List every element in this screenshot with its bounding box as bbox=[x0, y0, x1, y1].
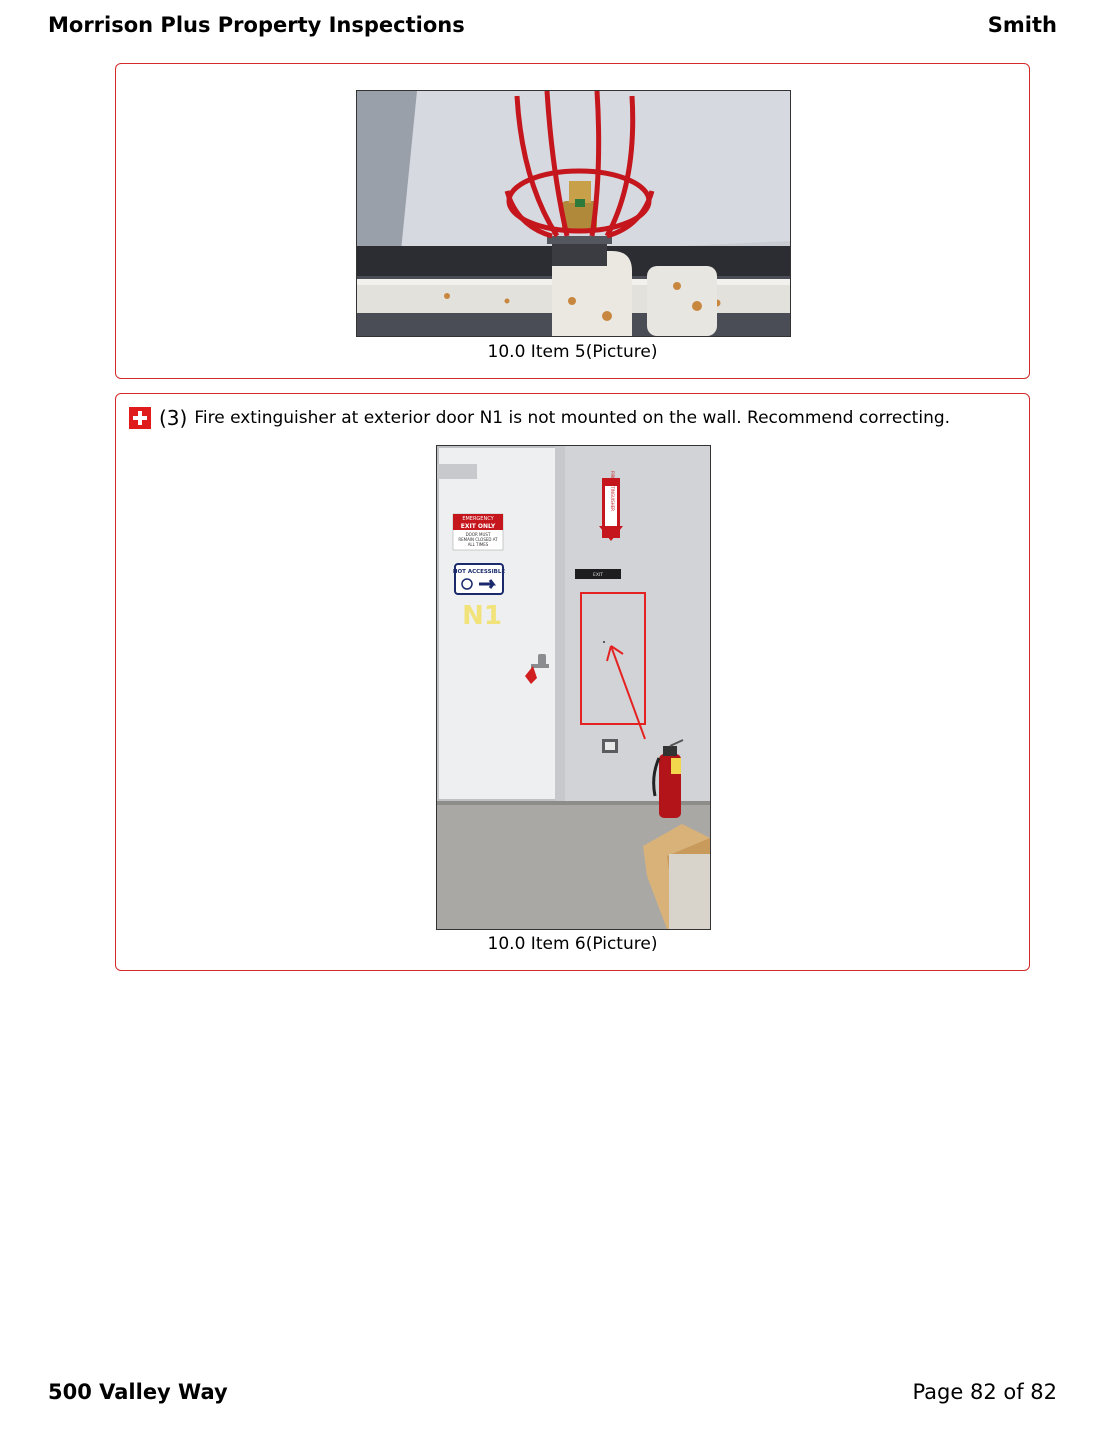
caption-item-6: 10.0 Item 6(Picture) bbox=[487, 934, 658, 954]
red-cross-icon bbox=[129, 407, 151, 429]
fire-ext-sign: FIRE EXTINGUISHER bbox=[610, 471, 615, 511]
picture-box-item-5 bbox=[115, 63, 1030, 379]
sign-line-3: ALL TIMES bbox=[467, 542, 489, 547]
door-number-n1: N1 bbox=[462, 601, 502, 631]
caption-item-5: 10.0 Item 5(Picture) bbox=[487, 342, 658, 362]
defect-box-item-6 bbox=[115, 393, 1030, 971]
defect-number: (3) bbox=[159, 406, 188, 430]
sign-line-1: DOOR MUST bbox=[465, 532, 491, 537]
company-name: Morrison Plus Property Inspections bbox=[48, 13, 465, 37]
emergency-sign-title: EMERGENCY bbox=[462, 516, 494, 522]
defect-text: Fire extinguisher at exterior door N1 is not mounted on the wall. Recommend correcting. bbox=[194, 408, 951, 428]
not-accessible-sign: NOT ACCESSIBLE bbox=[452, 569, 506, 575]
sprinkler-photo[interactable] bbox=[356, 90, 791, 337]
fire-extinguisher-photo[interactable] bbox=[436, 445, 711, 930]
exit-only-sign: EXIT ONLY bbox=[460, 523, 496, 530]
page-number: Page 82 of 82 bbox=[912, 1380, 1057, 1404]
defect-line bbox=[129, 406, 950, 430]
client-name: Smith bbox=[987, 13, 1057, 37]
sign-line-2: REMAIN CLOSED AT bbox=[458, 537, 498, 542]
exit-plate: EXIT bbox=[592, 573, 604, 578]
property-address: 500 Valley Way bbox=[48, 1380, 228, 1404]
